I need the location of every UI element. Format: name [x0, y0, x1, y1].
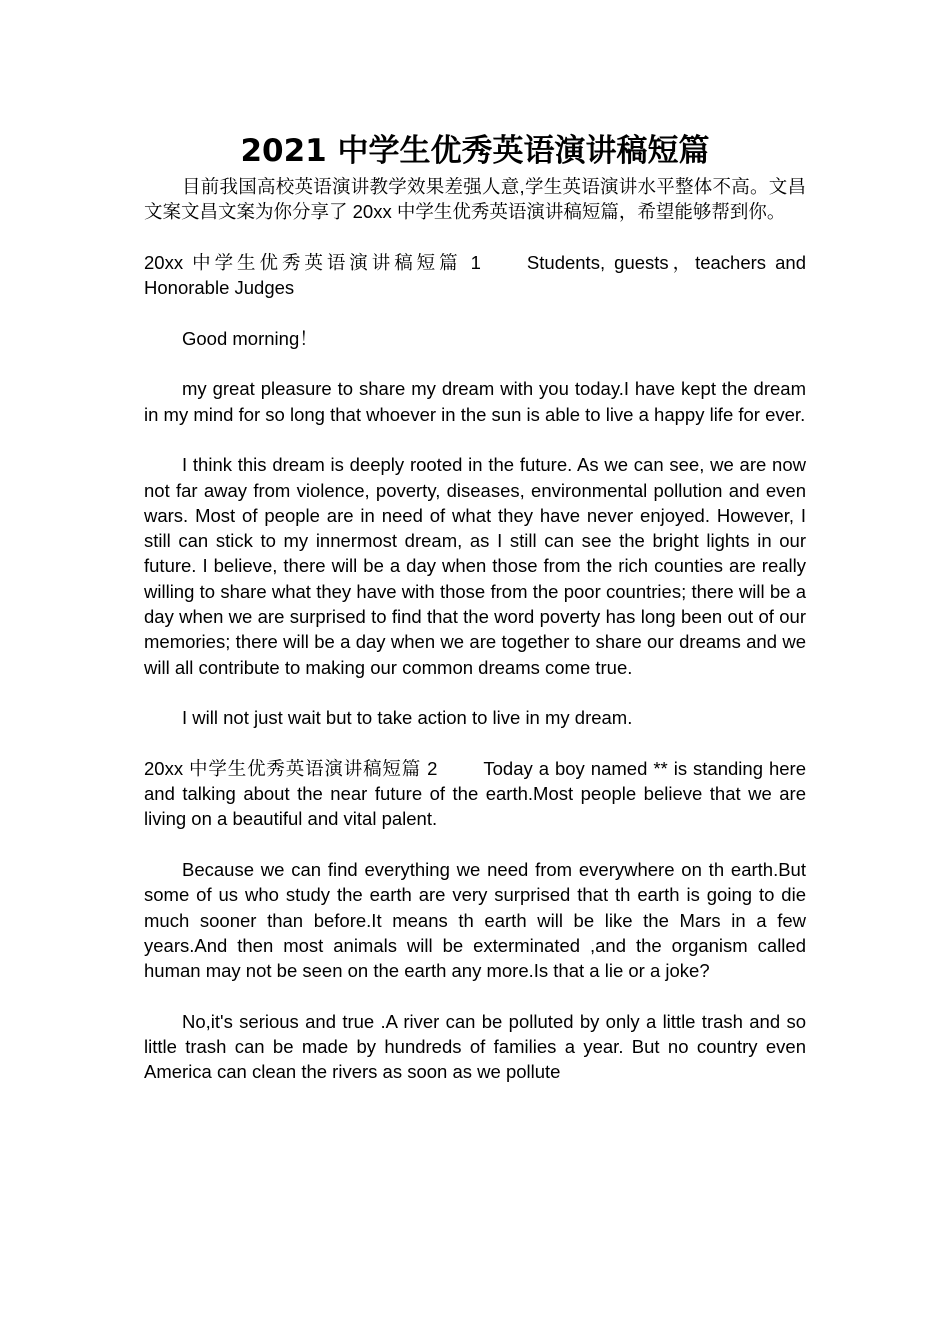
section1-paragraph-4: I will not just wait but to take action to live in my dream. — [182, 707, 633, 729]
section2-lead-paragraph — [144, 756, 806, 832]
section2-paragraph-1: Because we can find everything we need from everywhere on th earth.But some of us who study the earth are very surprised that th earth is going to die much sooner than before.It means th earth will be like the Mars in a few years.And then most animals will be exterminated ,and the organism called human may not be seen on the earth any more.Is that a lie or a joke? — [144, 859, 806, 982]
document-title: 2021 中学生优秀英语演讲稿短篇 — [240, 133, 710, 169]
section1-paragraph-3: I think this dream is deeply rooted in the future. As we can see, we are now not far away from violence, poverty, diseases, environmental pollution and even wars. Most of people are in need of what they have never enjoyed. However, I still can stick to my innermost dream, as I still can see the bright lights in our future. I believe, there will be a day when those from the rich counties are really willing to share what they have with those from the poor countries; there will be a day when we are surprised to find that the word poverty has long been out of our memories; there will be a day when we are together to share our dreams and we will all contribute to making our common dreams come true. — [144, 454, 806, 678]
section1-heading: 20xx 中学生优秀英语演讲稿短篇 1 — [144, 251, 481, 273]
intro-paragraph: 目前我国高校英语演讲教学效果差强人意,学生英语演讲水平整体不高。文昌文案文昌文案为你分享了 20xx 中学生优秀英语演讲稿短篇，希望能够帮到你。 — [144, 176, 806, 223]
section2-paragraph-2: No,it's serious and true .A river can be polluted by only a little trash and so little trash can be made by hundreds of families a year. But no country even America can clean the rivers as soon as we pollute — [144, 1010, 806, 1083]
section1-lead: Students, guests，teachers and Honorable Judges — [144, 251, 806, 299]
section1-lead-paragraph — [144, 250, 806, 301]
section1-paragraph-1: Good morning！ — [182, 327, 318, 349]
section2-lead: Today a boy named ** is standing here and talking about the near future of the earth.Most people believe that we are living on a beautiful and vital palent. — [144, 757, 806, 830]
section1-paragraph-2: my great pleasure to share my dream with you today.I have kept the dream in my mind for so long that whoever in the sun is able to live a happy life for ever. — [144, 378, 806, 425]
document-body — [144, 126, 806, 1085]
section2-heading: 20xx 中学生优秀英语演讲稿短篇 2 — [144, 757, 438, 779]
